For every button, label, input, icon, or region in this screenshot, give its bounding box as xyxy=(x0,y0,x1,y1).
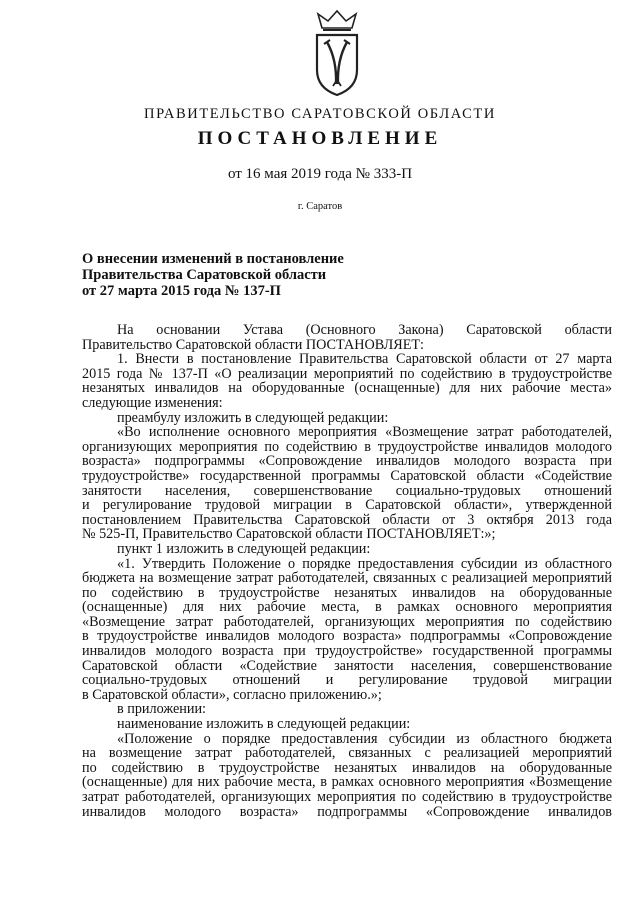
body-line: следующие изменения: xyxy=(82,394,223,411)
document-type: ПОСТАНОВЛЕНИЕ xyxy=(197,128,443,149)
body-line: и регулирование трудовой миграции в Саратовской области», утвержденной xyxy=(82,497,612,514)
body-line: инвалидов молодого возраста» подпрограммы «Сопровождение инвалидов xyxy=(82,803,612,820)
body-line: «Во исполнение основного мероприятия «Возмещение затрат работодателей, xyxy=(117,424,612,441)
body-line: на возмещение затрат работодателей, связанных с реализацией мероприятий xyxy=(82,745,612,762)
body-line: Саратовской области «Содействие занятости населения, совершенствование xyxy=(82,657,612,674)
body-line: пункт 1 изложить в следующей редакции: xyxy=(117,540,371,557)
body-line: незанятых инвалидов на оборудованные (оснащенные) для них рабочие места» xyxy=(82,380,612,397)
body-line: по содействию в трудоустройстве незанятых инвалидов на оборудованные xyxy=(82,759,612,776)
body-line: инвалидов молодого возраста при трудоустройстве» государственной программы xyxy=(82,643,612,660)
body-line: постановлением Правительства Саратовской области от 3 октября 2013 года xyxy=(82,511,612,528)
body-line: (оснащенные) для них рабочие места, в рамках основного мероприятия xyxy=(82,599,612,616)
body-line: преамбулу изложить в следующей редакции: xyxy=(117,409,389,426)
body-line: в Саратовской области», согласно приложению.»; xyxy=(82,686,382,703)
body-line: (оснащенные) для них рабочие места, в рамках основного мероприятия «Возмещение xyxy=(82,774,612,791)
body-line: в трудоустройстве инвалидов молодого возраста» подпрограммы «Сопровождение xyxy=(82,628,612,645)
body-line: 1. Внести в постановление Правительства Саратовской области от 27 марта xyxy=(117,351,612,368)
body-line: трудоустройстве» государственной программы Саратовской области «Содействие xyxy=(82,467,612,484)
body-line: «Положение о порядке предоставления субсидии из областного бюджета xyxy=(117,730,612,747)
title-line: О внесении изменений в постановление xyxy=(82,251,344,267)
body-line: На основании Устава (Основного Закона) Саратовской области xyxy=(117,322,612,338)
city: г. Саратов xyxy=(297,201,343,212)
body-line: организующих мероприятия по содействию в трудоустройстве инвалидов молодого xyxy=(82,438,612,455)
body-line: по содействию в трудоустройстве незанятых инвалидов на оборудованные xyxy=(82,584,612,601)
body-line: № 525-П, Правительство Саратовской области ПОСТАНОВЛЯЕТ:»; xyxy=(82,526,496,543)
document-title xyxy=(82,251,344,299)
body-line: наименование изложить в следующей редакции: xyxy=(117,716,411,733)
document-body xyxy=(82,323,612,819)
body-line: бюджета на возмещение затрат работодателей, связанных с реализацией мероприятий xyxy=(82,570,612,587)
government-name: ПРАВИТЕЛЬСТВО САРАТОВСКОЙ ОБЛАСТИ xyxy=(144,106,496,122)
body-line: «1. Утвердить Положение о порядке предоставления субсидии из областного xyxy=(117,555,612,572)
saratov-coat-of-arms-icon xyxy=(306,8,368,98)
body-line: в приложении: xyxy=(117,701,206,718)
body-line: социально-трудовых отношений и регулирование трудовой миграции xyxy=(82,672,612,689)
body-line: Правительство Саратовской области ПОСТАНОВЛЯЕТ: xyxy=(82,336,425,353)
body-line: затрат работодателей, организующих мероприятия по содействию в трудоустройстве xyxy=(82,789,612,805)
title-line: от 27 марта 2015 года № 137-П xyxy=(82,283,281,299)
title-line: Правительства Саратовской области xyxy=(82,267,327,283)
body-line: занятости населения, совершенствование социально-трудовых отношений xyxy=(82,482,612,499)
body-line: «Возмещение затрат работодателей, организующих мероприятия по содействию xyxy=(82,613,612,630)
body-line: 2015 года № 137-П «О реализации мероприятий по содействию в трудоустройстве xyxy=(82,365,612,382)
body-line: возраста» подпрограммы «Сопровождение инвалидов молодого возраста при xyxy=(82,453,612,470)
date-number: от 16 мая 2019 года № 333-П xyxy=(227,166,413,182)
